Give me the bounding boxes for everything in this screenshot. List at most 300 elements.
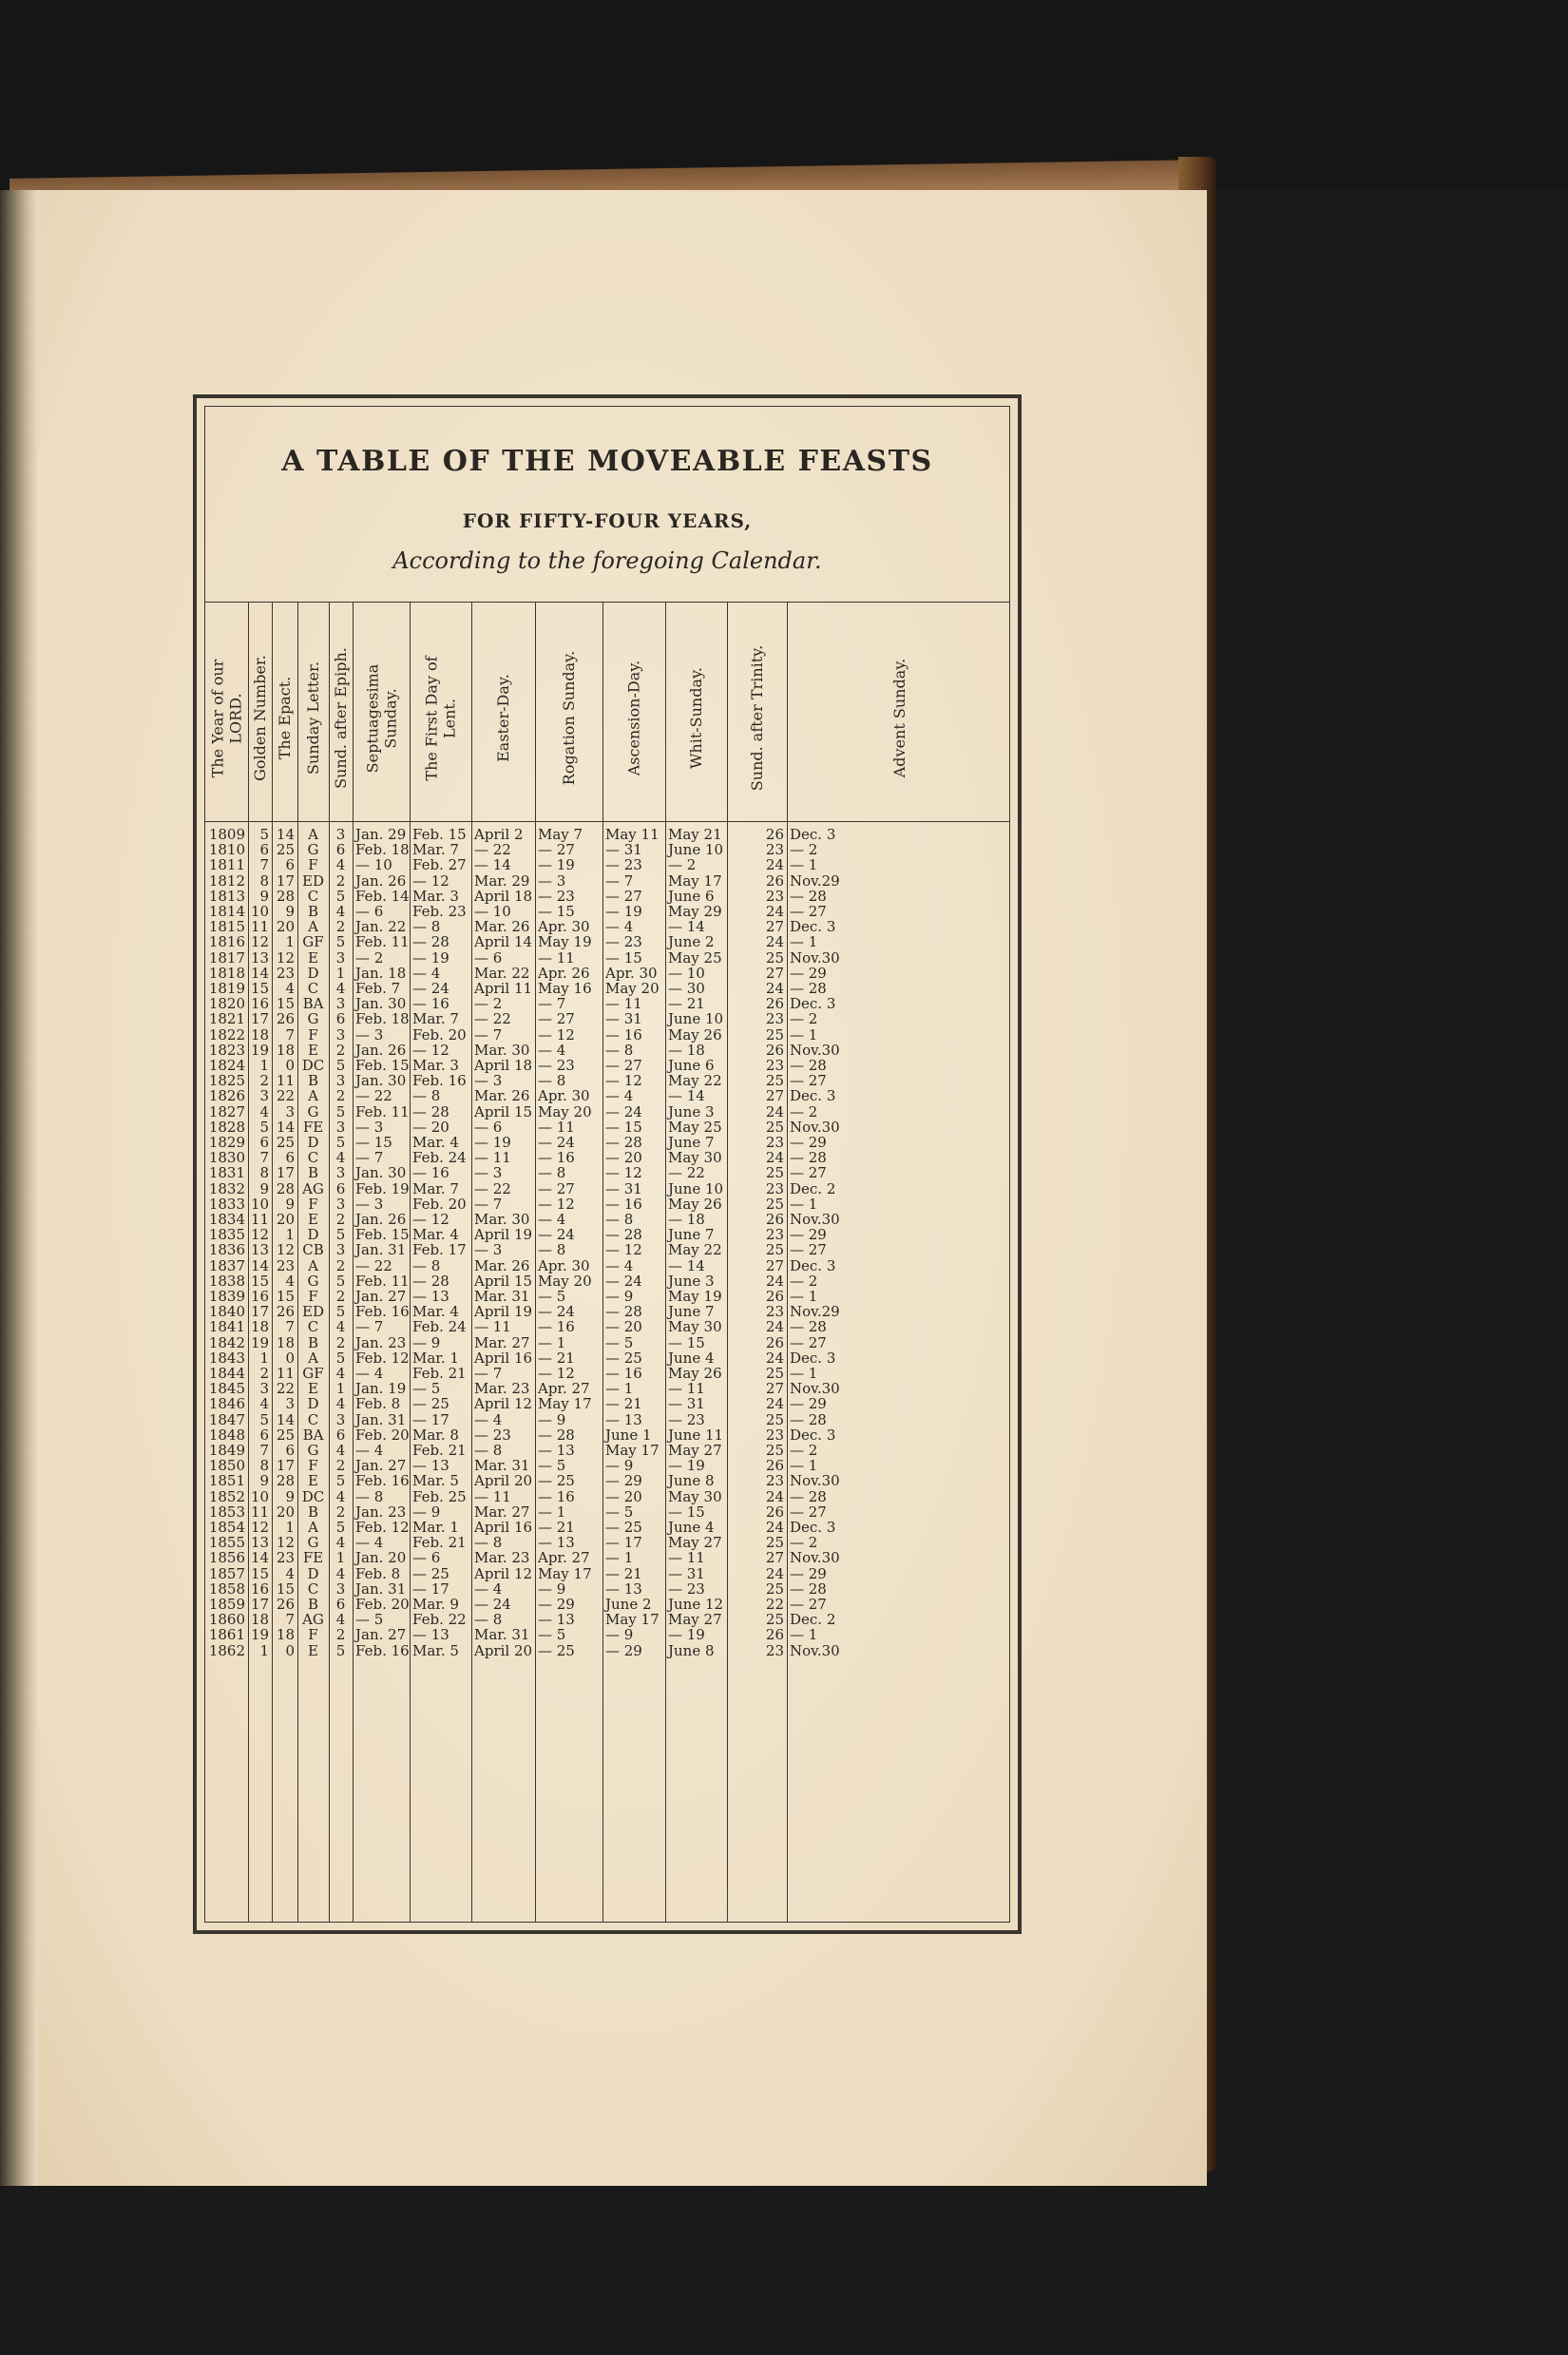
table-cell: — 27 <box>790 903 827 920</box>
table-cell: Dec. 2 <box>790 1179 836 1197</box>
table-cell: — 29 <box>790 1564 827 1582</box>
table-cell: 15 <box>251 980 270 997</box>
table-cell: Feb. 21 <box>412 1534 467 1552</box>
table-cell: May 27 <box>668 1534 722 1552</box>
table-cell: 1854 <box>208 1519 245 1536</box>
table-cell: Mar. 29 <box>474 871 530 890</box>
table-cell: — 15 <box>668 1333 705 1351</box>
table-cell: 17 <box>251 1596 270 1613</box>
table-row <box>205 1443 1009 1458</box>
table-cell: — 24 <box>538 1226 575 1244</box>
table-cell: Mar. 23 <box>474 1380 530 1398</box>
table-cell: — 4 <box>355 1442 384 1459</box>
table-cell: 1862 <box>208 1641 245 1659</box>
table-cell: 1861 <box>208 1626 245 1644</box>
table-row <box>205 1027 1009 1043</box>
table-cell: 0 <box>285 1641 295 1659</box>
column-rule <box>727 602 728 1922</box>
table-cell: — 1 <box>790 1457 818 1475</box>
table-cell: — 9 <box>605 1626 634 1644</box>
table-cell: 27 <box>765 964 784 982</box>
table-cell: 24 <box>765 1349 784 1367</box>
table-row <box>205 1165 1009 1180</box>
table-cell: April 20 <box>474 1472 533 1490</box>
table-cell: 2 <box>335 1211 346 1228</box>
table-cell: 14 <box>276 826 295 843</box>
table-cell: June 8 <box>668 1641 715 1659</box>
table-cell: April 12 <box>474 1564 533 1582</box>
table-cell: — 28 <box>605 1226 642 1244</box>
table-cell: 1844 <box>208 1365 245 1382</box>
column-header-label: The First Day of Lent. <box>422 655 459 781</box>
table-cell: — 16 <box>538 1318 575 1336</box>
table-cell: 5 <box>335 1303 346 1321</box>
table-cell: FE <box>302 1118 324 1136</box>
table-cell: Mar. 8 <box>412 1426 459 1444</box>
table-cell: 3 <box>285 1102 295 1120</box>
table-cell: May 17 <box>538 1564 592 1582</box>
table-cell: 18 <box>251 1611 270 1629</box>
table-cell: 1 <box>259 1641 269 1659</box>
table-cell: 1855 <box>208 1534 245 1552</box>
table-row <box>205 1396 1009 1411</box>
table-cell: Mar. 26 <box>474 1256 530 1274</box>
table-cell: 2 <box>335 871 346 890</box>
table-cell: Mar. 27 <box>474 1333 530 1351</box>
table-cell: 1835 <box>208 1226 245 1244</box>
table-cell: AG <box>302 1179 324 1197</box>
table-cell: 25 <box>765 1580 784 1598</box>
table-cell: June 10 <box>668 1179 724 1197</box>
column-header <box>727 611 787 825</box>
table-row <box>205 1535 1009 1550</box>
table-cell: 26 <box>765 1503 784 1521</box>
table-cell: — 13 <box>412 1626 449 1644</box>
table-cell: Feb. 21 <box>412 1442 467 1459</box>
column-header-label: Whit-Sunday. <box>687 666 705 770</box>
table-cell: 5 <box>335 1134 346 1151</box>
table-cell: Feb. 16 <box>355 1641 410 1659</box>
column-header <box>205 611 248 825</box>
column-rule <box>410 602 411 1922</box>
table-cell: 7 <box>259 1149 269 1167</box>
table-cell: Feb. 20 <box>412 1195 467 1213</box>
table-cell: 6 <box>335 1010 346 1028</box>
table-cell: Feb. 20 <box>355 1596 410 1613</box>
column-rule <box>329 602 330 1922</box>
table-cell: — 9 <box>412 1333 441 1351</box>
table-cell: E <box>308 1211 318 1228</box>
table-row <box>205 1566 1009 1581</box>
table-cell: — 28 <box>790 1318 827 1336</box>
table-cell: 2 <box>335 1457 346 1475</box>
table-cell: Mar. 31 <box>474 1288 530 1305</box>
table-cell: — 24 <box>538 1303 575 1321</box>
table-cell: 1836 <box>208 1241 245 1259</box>
table-cell: April 14 <box>474 933 533 951</box>
table-cell: June 6 <box>668 887 715 905</box>
table-cell: — 28 <box>790 1057 827 1074</box>
table-cell: 1810 <box>208 841 245 859</box>
table-row <box>205 1550 1009 1565</box>
table-cell: — 4 <box>605 1087 634 1105</box>
table-cell: — 28 <box>412 1102 449 1120</box>
table-cell: — 29 <box>790 964 827 982</box>
table-cell: — 10 <box>474 903 511 920</box>
table-cell: 15 <box>251 1564 270 1582</box>
table-cell: Jan. 31 <box>355 1580 407 1598</box>
table-cell: 15 <box>251 1272 270 1290</box>
table-cell: 4 <box>335 1534 346 1552</box>
table-cell: — 13 <box>412 1288 449 1305</box>
table-cell: April 19 <box>474 1303 533 1321</box>
column-rule <box>535 602 536 1922</box>
table-cell: Apr. 27 <box>538 1549 590 1567</box>
table-cell: — 28 <box>790 1149 827 1167</box>
table-cell: Mar. 27 <box>474 1503 530 1521</box>
table-cell: Feb. 25 <box>412 1487 467 1505</box>
table-cell: G <box>307 1010 319 1028</box>
table-cell: — 28 <box>790 1410 827 1428</box>
table-cell: Nov.30 <box>790 1549 840 1567</box>
table-cell: 4 <box>259 1102 269 1120</box>
table-cell: — 22 <box>355 1256 392 1274</box>
table-cell: Dec. 3 <box>790 918 836 936</box>
table-cell: 1848 <box>208 1426 245 1444</box>
table-cell: — 2 <box>668 856 697 874</box>
table-cell: May 17 <box>605 1611 660 1629</box>
table-cell: D <box>307 1395 319 1413</box>
table-cell: 19 <box>251 1333 270 1351</box>
column-header <box>602 611 665 825</box>
table-row <box>205 1520 1009 1535</box>
table-cell: — 2 <box>790 1272 818 1290</box>
table-cell: Feb. 16 <box>355 1472 410 1490</box>
table-cell: — 5 <box>538 1457 566 1475</box>
table-cell: 15 <box>276 1580 295 1598</box>
table-cell: 3 <box>335 1410 346 1428</box>
table-cell: — 8 <box>474 1442 503 1459</box>
table-cell: 24 <box>765 980 784 997</box>
table-cell: 3 <box>335 1241 346 1259</box>
table-cell: 6 <box>335 841 346 859</box>
table-cell: — 23 <box>605 856 642 874</box>
table-cell: 14 <box>251 1256 270 1274</box>
table-cell: 23 <box>276 1256 295 1274</box>
table-cell: 2 <box>335 1256 346 1274</box>
table-cell: 15 <box>276 995 295 1013</box>
column-header <box>410 611 471 825</box>
table-cell: 1849 <box>208 1442 245 1459</box>
table-cell: 5 <box>335 1641 346 1659</box>
table-cell: June 6 <box>668 1057 715 1074</box>
table-row <box>205 1304 1009 1319</box>
table-cell: Feb. 14 <box>355 887 410 905</box>
table-cell: — 7 <box>474 1025 503 1043</box>
table-cell: 25 <box>276 1134 295 1151</box>
table-cell: 3 <box>335 1072 346 1090</box>
table-cell: 4 <box>335 1318 346 1336</box>
table-cell: DC <box>301 1057 325 1074</box>
table-cell: F <box>308 1195 318 1213</box>
table-cell: Jan. 23 <box>355 1333 407 1351</box>
table-cell: 1 <box>259 1349 269 1367</box>
table-cell: — 24 <box>605 1272 642 1290</box>
table-cell: — 4 <box>355 1534 384 1552</box>
table-cell: 1859 <box>208 1596 245 1613</box>
table-cell: — 11 <box>538 1118 575 1136</box>
table-cell: 18 <box>276 1041 295 1059</box>
table-cell: 1832 <box>208 1179 245 1197</box>
table-cell: — 17 <box>412 1580 449 1598</box>
table-cell: June 3 <box>668 1102 715 1120</box>
table-cell: April 11 <box>474 980 533 997</box>
table-cell: Nov.29 <box>790 871 840 890</box>
table-row <box>205 1350 1009 1366</box>
table-cell: 1826 <box>208 1087 245 1105</box>
table-cell: — 24 <box>538 1134 575 1151</box>
table-cell: June 4 <box>668 1349 715 1367</box>
table-cell: A <box>308 1087 318 1105</box>
table-cell: Feb. 23 <box>412 903 467 920</box>
table-cell: April 19 <box>474 1226 533 1244</box>
table-cell: — 11 <box>668 1549 705 1567</box>
column-rule <box>353 602 354 1922</box>
table-cell: — 2 <box>790 1442 818 1459</box>
table-row <box>205 1319 1009 1334</box>
table-cell: — 19 <box>668 1457 705 1475</box>
table-row <box>205 1212 1009 1227</box>
table-cell: — 12 <box>605 1164 642 1182</box>
table-title: A TABLE OF THE MOVEABLE FEASTS <box>281 445 933 478</box>
table-cell: E <box>308 948 318 967</box>
table-cell: 1834 <box>208 1211 245 1228</box>
table-cell: — 29 <box>538 1596 575 1613</box>
table-cell: 4 <box>335 856 346 874</box>
table-cell: 6 <box>285 856 295 874</box>
table-cell: — 3 <box>538 871 566 890</box>
table-cell: 26 <box>765 1288 784 1305</box>
table-cell: 26 <box>765 1211 784 1228</box>
table-cell: 13 <box>251 948 270 967</box>
table-cell: — 5 <box>412 1380 441 1398</box>
table-cell: — 27 <box>790 1333 827 1351</box>
column-header-label: The Year of our LORD. <box>208 659 245 777</box>
table-cell: C <box>307 1149 319 1167</box>
table-cell: 24 <box>765 1149 784 1167</box>
table-row <box>205 1120 1009 1135</box>
table-cell: — 29 <box>790 1395 827 1413</box>
table-frame <box>193 394 1022 1934</box>
table-cell: 1815 <box>208 918 245 936</box>
table-cell: — 5 <box>538 1626 566 1644</box>
table-cell: — 1 <box>790 856 818 874</box>
table-cell: Mar. 7 <box>412 1010 459 1028</box>
table-cell: 12 <box>276 948 295 967</box>
table-cell: A <box>308 826 318 843</box>
table-cell: — 12 <box>412 1211 449 1228</box>
table-cell: Mar. 30 <box>474 1211 530 1228</box>
table-cell: B <box>307 1596 319 1613</box>
column-header <box>471 611 535 825</box>
table-cell: 5 <box>335 1226 346 1244</box>
table-cell: 26 <box>276 1010 295 1028</box>
table-cell: 12 <box>251 1226 270 1244</box>
table-cell: 24 <box>765 1395 784 1413</box>
table-cell: 23 <box>765 887 784 905</box>
table-cell: Feb. 24 <box>412 1318 467 1336</box>
table-cell: — 21 <box>605 1564 642 1582</box>
table-cell: — 27 <box>790 1164 827 1182</box>
table-cell: — 8 <box>538 1164 566 1182</box>
table-cell: 25 <box>765 1025 784 1043</box>
table-cell: — 25 <box>412 1395 449 1413</box>
table-cell: — 4 <box>605 1256 634 1274</box>
table-cell: — 6 <box>412 1549 441 1567</box>
table-cell: 10 <box>251 1487 270 1505</box>
table-row <box>205 966 1009 981</box>
table-cell: — 1 <box>790 1025 818 1043</box>
table-cell: — 2 <box>355 948 384 967</box>
column-header-label: Rogation Sunday. <box>560 650 579 786</box>
table-cell: — 6 <box>474 948 503 967</box>
table-cell: Feb. 22 <box>412 1611 467 1629</box>
table-row <box>205 827 1009 842</box>
table-cell: Feb. 18 <box>355 1010 410 1028</box>
table-cell: Jan. 26 <box>355 1041 407 1059</box>
table-cell: — 14 <box>474 856 511 874</box>
table-cell: A <box>308 918 318 936</box>
table-cell: — 29 <box>605 1641 642 1659</box>
table-cell: 2 <box>335 1041 346 1059</box>
table-cell: 5 <box>335 1472 346 1490</box>
table-cell: 9 <box>259 1179 269 1197</box>
table-row <box>205 919 1009 934</box>
table-cell: 8 <box>259 1164 269 1182</box>
table-cell: April 12 <box>474 1395 533 1413</box>
table-cell: E <box>308 1041 318 1059</box>
table-cell: C <box>307 887 319 905</box>
table-cell: 7 <box>259 1442 269 1459</box>
table-cell: — 4 <box>412 964 441 982</box>
table-cell: B <box>307 1333 319 1351</box>
table-cell: Dec. 2 <box>790 1611 836 1629</box>
table-cell: May 25 <box>668 1118 722 1136</box>
table-cell: — 8 <box>605 1041 634 1059</box>
column-header <box>248 611 272 825</box>
table-cell: 1837 <box>208 1256 245 1274</box>
table-row <box>205 1073 1009 1088</box>
table-cell: — 28 <box>790 1487 827 1505</box>
table-cell: 2 <box>335 1503 346 1521</box>
table-cell: — 15 <box>538 903 575 920</box>
table-cell: May 21 <box>668 826 722 843</box>
table-cell: — 2 <box>790 841 818 859</box>
table-cell: 16 <box>251 1580 270 1598</box>
table-row <box>205 873 1009 889</box>
table-cell: 24 <box>765 1564 784 1582</box>
table-row <box>205 1135 1009 1150</box>
table-cell: 26 <box>765 826 784 843</box>
table-cell: 1842 <box>208 1333 245 1351</box>
table-cell: June 7 <box>668 1226 715 1244</box>
table-cell: G <box>307 1534 319 1552</box>
table-inner-frame <box>204 406 1010 1923</box>
table-cell: May 30 <box>668 1487 722 1505</box>
table-cell: — 27 <box>790 1241 827 1259</box>
table-cell: 26 <box>765 1626 784 1644</box>
table-cell: — 7 <box>474 1195 503 1213</box>
table-cell: — 14 <box>668 918 705 936</box>
table-cell: 20 <box>276 1211 295 1228</box>
table-cell: — 9 <box>412 1503 441 1521</box>
table-cell: — 4 <box>605 918 634 936</box>
table-caption: According to the foregoing Calendar. <box>392 547 822 574</box>
table-cell: BA <box>302 995 324 1013</box>
table-cell: 27 <box>765 1087 784 1105</box>
table-cell: Nov.30 <box>790 1380 840 1398</box>
table-cell: — 20 <box>605 1318 642 1336</box>
table-cell: — 12 <box>605 1241 642 1259</box>
table-cell: 23 <box>765 1010 784 1028</box>
table-cell: Mar. 31 <box>474 1457 530 1475</box>
table-cell: — 16 <box>605 1195 642 1213</box>
table-cell: May 17 <box>668 871 722 890</box>
table-cell: Dec. 3 <box>790 1256 836 1274</box>
table-cell: — 13 <box>605 1410 642 1428</box>
table-cell: — 23 <box>668 1410 705 1428</box>
table-cell: 18 <box>276 1626 295 1644</box>
table-cell: Mar. 4 <box>412 1226 459 1244</box>
table-cell: June 12 <box>668 1596 724 1613</box>
table-cell: — 12 <box>412 1041 449 1059</box>
table-cell: — 31 <box>605 1010 642 1028</box>
table-cell: — 23 <box>668 1580 705 1598</box>
table-cell: May 26 <box>668 1195 722 1213</box>
table-cell: 5 <box>259 1410 269 1428</box>
table-cell: C <box>307 1318 319 1336</box>
table-cell: — 5 <box>605 1503 634 1521</box>
table-cell: 9 <box>259 887 269 905</box>
table-cell: D <box>307 1564 319 1582</box>
table-cell: — 28 <box>605 1303 642 1321</box>
table-cell: — 1 <box>605 1380 634 1398</box>
table-row <box>205 1427 1009 1443</box>
table-cell: 14 <box>276 1118 295 1136</box>
table-cell: 1817 <box>208 948 245 967</box>
table-cell: April 2 <box>474 826 524 843</box>
table-cell: 8 <box>259 1457 269 1475</box>
table-cell: — 13 <box>538 1534 575 1552</box>
table-cell: 26 <box>765 871 784 890</box>
table-cell: Apr. 30 <box>605 964 658 982</box>
table-cell: C <box>307 1580 319 1598</box>
header-rule <box>205 602 1009 603</box>
table-cell: May 22 <box>668 1072 722 1090</box>
table-cell: 11 <box>251 1211 270 1228</box>
table-cell: — 1 <box>605 1549 634 1567</box>
table-cell: 25 <box>765 1164 784 1182</box>
table-cell: 0 <box>285 1349 295 1367</box>
table-cell: June 2 <box>668 933 715 951</box>
table-cell: — 12 <box>412 871 449 890</box>
table-cell: — 24 <box>474 1596 511 1613</box>
table-cell: 1830 <box>208 1149 245 1167</box>
table-cell: — 12 <box>538 1025 575 1043</box>
table-row <box>205 1412 1009 1427</box>
table-row <box>205 1181 1009 1197</box>
table-cell: — 8 <box>474 1611 503 1629</box>
